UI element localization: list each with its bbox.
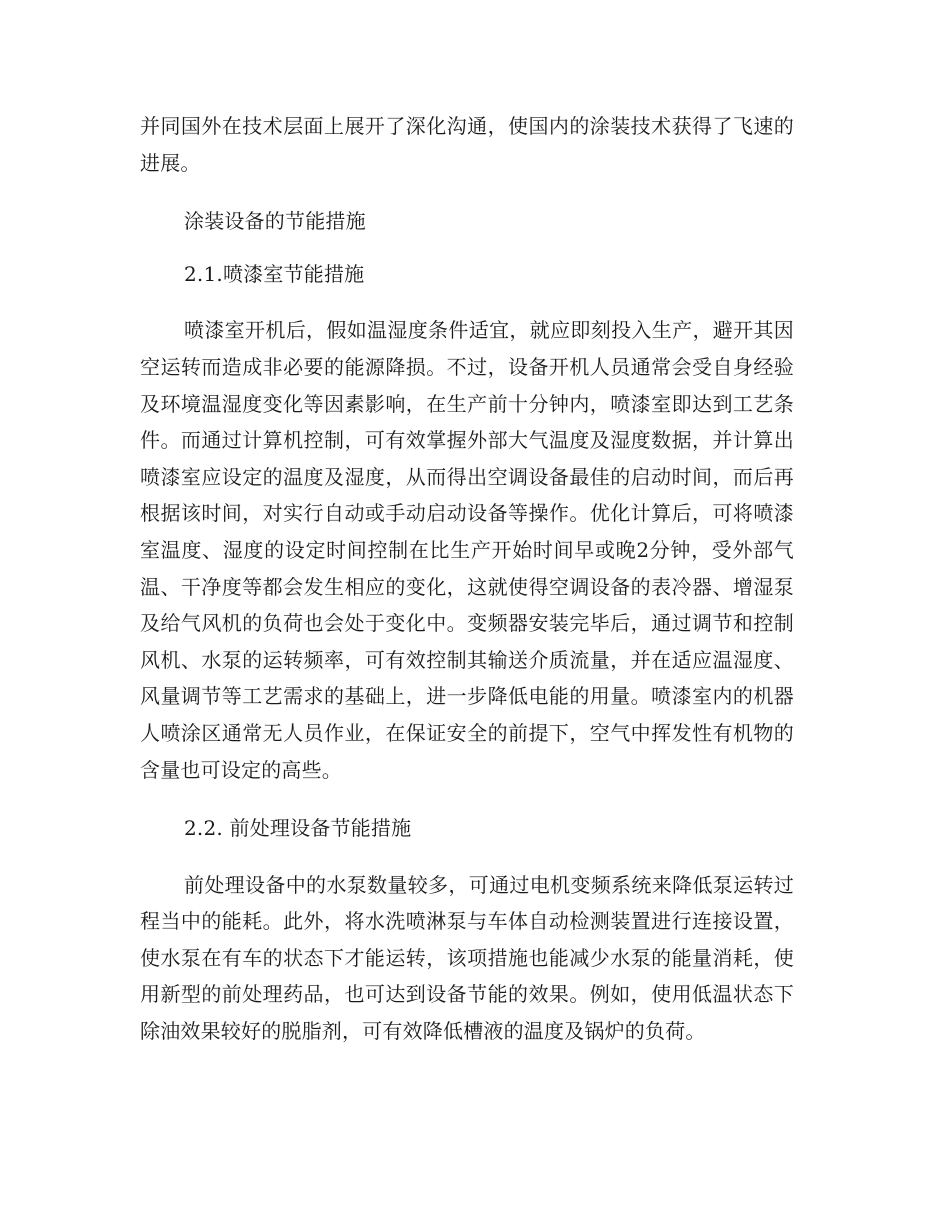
subsection-heading-2-1: 2.1.喷漆室节能措施 xyxy=(184,261,365,286)
paragraph-spray-booth: 喷漆室开机后，假如温湿度条件适宜，就应即刻投入生产，避开其因空运转而造成非必要的能源降损。不过，设备开机人员通常会受自身经验及环境温湿度变化等因素影响，在生产前十分钟内，喷漆室即达到工艺条件。而通过计算机控制，可有效掌握外部大气温度及湿度数据，并计算出喷漆室应设定的温度及湿度，从而得出空调设备最佳的启动时间，而后再根据该时间，对实行自动或手动启动设备等操作。优化计算后，可将喷漆室温度、湿度的设定时间控制在比生产开始时间早或晚2分钟，受外部气温、干净度等都会发生相应的变化，这就使得空调设备的表冷器、增湿泵及给气风机的负荷也会处于变化中。变频器安装完毕后，通过调节和控制风机、水泵的运转频率，可有效控制其输送介质流量，并在适应温湿度、风量调节等工艺需求的基础上，进一步降低电能的用量。喷漆室内的机器人喷涂区通常无人员作业，在保证安全的前提下，空气中挥发性有机物的含量也可设定的高些。 xyxy=(140,318,794,782)
section-heading: 涂装设备的节能措施 xyxy=(184,209,366,234)
paragraph-pretreatment: 前处理设备中的水泵数量较多，可通过电机变频系统来降低泵运转过程当中的能耗。此外，将水洗喷淋泵与车体自动检测装置进行连接设置，使水泵在有车的状态下才能运转，该项措施也能减少水泵的能量消耗，使用新型的前处理药品，也可达到设备节能的效果。例如，使用低温状态下除油效果较好的脱脂剂，可有效降低槽液的温度及锅炉的负荷。 xyxy=(140,872,794,1044)
document-page xyxy=(140,108,794,1050)
paragraph-continuation: 并同国外在技术层面上展开了深化沟通，使国内的涂装技术获得了飞速的进展。 xyxy=(140,114,794,175)
subsection-heading-2-2: 2.2. 前处理设备节能措施 xyxy=(184,816,412,841)
